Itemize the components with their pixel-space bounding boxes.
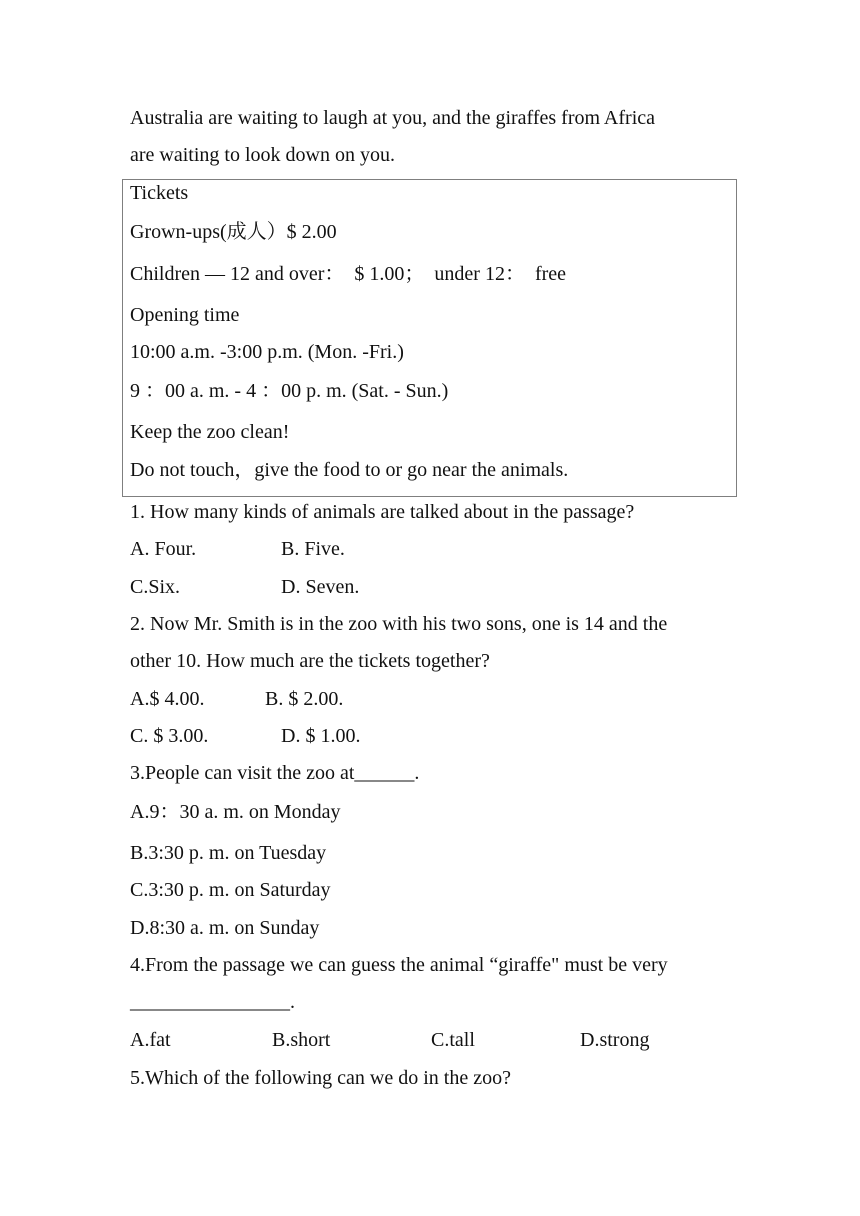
opening-time-heading: Opening time <box>130 304 240 326</box>
children-price: Children — 12 and over： $ 1.00； under 12： free <box>130 263 567 285</box>
q1-option-b: B. Five. <box>281 538 345 560</box>
q3-option-d: D.8:30 a. m. on Sunday <box>130 917 320 939</box>
weekday-hours: 10:00 a.m. -3:00 p.m. (Mon. -Fri.) <box>130 341 404 363</box>
passage-line-2: are waiting to look down on you. <box>130 144 395 166</box>
weekend-hours: 9 ：00 a. m. - 4 ：00 p. m. (Sat. - Sun.) <box>130 380 449 402</box>
q4-option-c: C.tall <box>431 1029 475 1051</box>
q4-option-d: D.strong <box>580 1029 650 1051</box>
q1-option-d: D. Seven. <box>281 576 360 598</box>
q1-option-a: A. Four. <box>130 538 197 560</box>
question-4-text-line-2: ________________. <box>130 991 295 1013</box>
q2-option-c: C. $ 3.00. <box>130 725 209 747</box>
question-4-text-line-1: 4.From the passage we can guess the animal “giraffe" must be very <box>130 954 668 976</box>
question-2-text-line-2: other 10. How much are the tickets together? <box>130 650 490 672</box>
question-1-text: 1. How many kinds of animals are talked about in the passage? <box>130 501 635 523</box>
q3-option-a: A.9：30 a. m. on Monday <box>130 801 341 823</box>
passage-line-1: Australia are waiting to laugh at you, and the giraffes from Africa <box>130 107 656 129</box>
q2-option-a: A.$ 4.00. <box>130 688 205 710</box>
q4-option-b: B.short <box>272 1029 331 1051</box>
q2-option-d: D. $ 1.00. <box>281 725 361 747</box>
q3-option-b: B.3:30 p. m. on Tuesday <box>130 842 327 864</box>
rule-do-not-touch: Do not touch，give the food to or go near the animals. <box>130 459 569 481</box>
q2-option-b: B. $ 2.00. <box>265 688 344 710</box>
tickets-heading: Tickets <box>130 182 189 204</box>
q4-option-a: A.fat <box>130 1029 171 1051</box>
question-5-text: 5.Which of the following can we do in the zoo? <box>130 1067 511 1089</box>
q1-option-c: C.Six. <box>130 576 181 598</box>
question-3-text: 3.People can visit the zoo at______. <box>130 762 420 784</box>
grownups-price: Grown-ups(成人）$ 2.00 <box>130 221 337 243</box>
q3-option-c: C.3:30 p. m. on Saturday <box>130 879 331 901</box>
question-2-text-line-1: 2. Now Mr. Smith is in the zoo with his two sons, one is 14 and the <box>130 613 668 635</box>
rule-keep-clean: Keep the zoo clean! <box>130 421 290 443</box>
